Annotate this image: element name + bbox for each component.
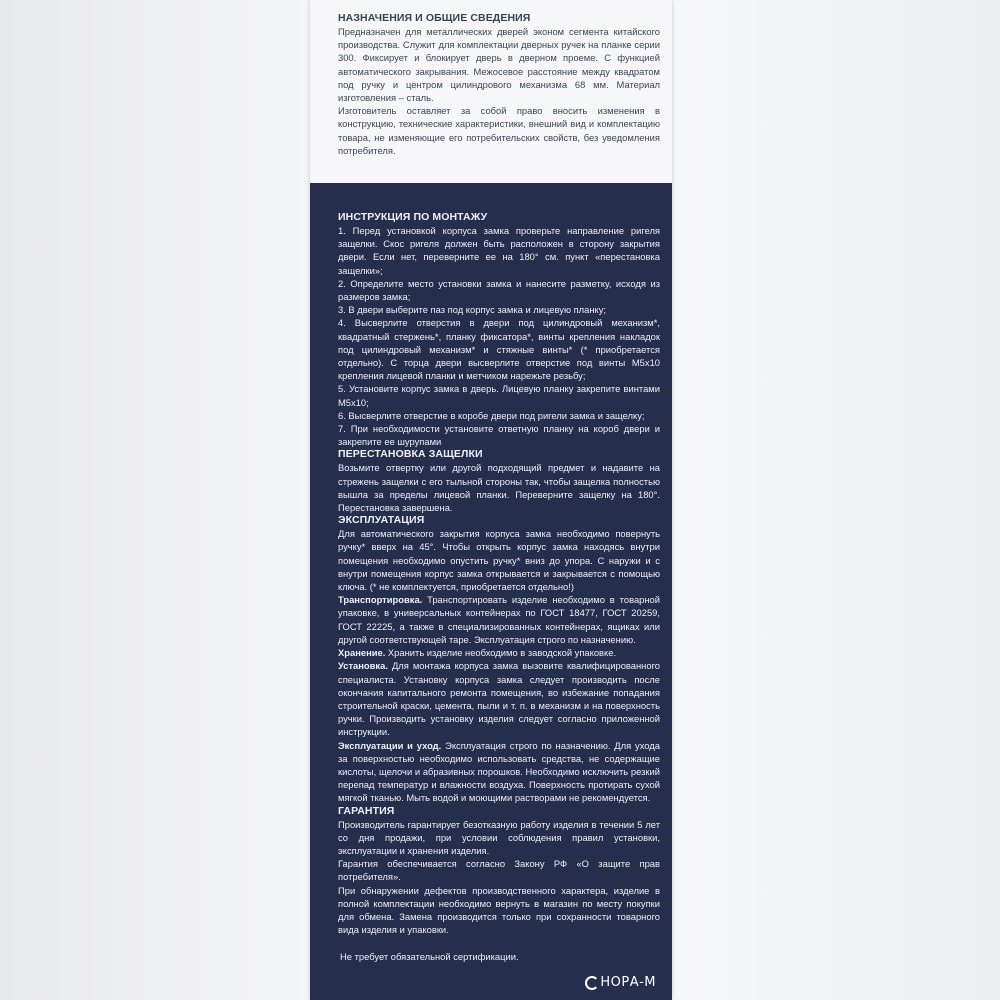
install-label: Установка. bbox=[338, 660, 388, 672]
storage-paragraph bbox=[338, 646, 660, 659]
installation-step: 7. При необходимости установите ответную планку на короб двери и закрепите ее шурупами bbox=[338, 423, 660, 448]
installation-step: 5. Установите корпус замка в дверь. Лицевую планку закрепите винтами М5x10; bbox=[338, 383, 660, 408]
transport-paragraph bbox=[338, 593, 660, 646]
installation-heading: ИНСТРУКЦИЯ ПО МОНТАЖУ bbox=[338, 211, 488, 223]
brand-logo bbox=[585, 975, 656, 990]
install-text: Для монтажа корпуса замка вызовите квалифицированного специалиста. Установку корпуса замка следует производить после окончания капитального ремонта помещения, во избежание попадания строительной краски, цемента, пыли и т. п. в механизм и на поверхность ручки. Производить установку изделия следует согласно приложенной инструкции. bbox=[338, 660, 660, 738]
transport-text: Транспортировать изделие необходимо в товарной упаковке, в универсальных контейнерах по ГОСТ 18477, ГОСТ 20259, ГОСТ 22225, а также в специализированных контейнерах, ящиках или другой соответствующей таре. Эксплуатация строго по назначению. bbox=[338, 594, 660, 645]
installation-step: 6. Высверлите отверстие в коробе двери под ригели замка и защелку; bbox=[338, 409, 645, 421]
care-text: Эксплуатация строго по назначению. Для ухода за поверхностью необходимо использовать средства, не содержащие кислоты, щелочи и абразивных порошков. Необходимо исключить резкий перепад температур и влажности воздуха. Поверхность протирать сухой мягкой тканью. Мыть водой и моющими растворами не рекомендуется. bbox=[338, 739, 660, 804]
latch-text: Возьмите отвертку или другой подходящий предмет и надавите на стрежень защелки с его тыльной стороны так, чтобы защелка полностью вышла за пределы лицевой планки. Переверните защелку на 180°. Перестановка завершена. bbox=[338, 462, 660, 514]
purpose-disclaimer: Изготовитель оставляет за собой право вносить изменения в конструкцию, технические характеристики, внешний вид и комплектацию товара, не изменяющие его потребительских свойств, без уведомления потребителя. bbox=[338, 105, 660, 156]
warranty-law: Гарантия обеспечивается согласно Закону РФ «О защите прав потребителя». bbox=[338, 858, 660, 883]
background-right bbox=[672, 0, 1000, 1000]
warranty-heading: ГАРАНТИЯ bbox=[338, 804, 395, 817]
instruction-leaflet bbox=[310, 0, 672, 1000]
installation-step: 1. Перед установкой корпуса замка проверьте направление ригеля защелки. Скос ригеля должен быть расположен в сторону закрытия двери. Если нет, переверните ее на 180° см. пункт «перестановка защелки»; bbox=[338, 225, 660, 276]
instructions-section bbox=[338, 211, 660, 936]
instructions-panel bbox=[310, 183, 672, 1000]
logo-circle-icon bbox=[585, 976, 599, 990]
purpose-description: Предназначен для металлических дверей эконом сегмента китайского производства. Служит для комплектации дверных ручек на планке серии 300. Фиксирует и блокирует дверь в дверном проеме. С функцией автоматического закрывания. Межосевое расстояние между квадратом под ручку и центром цилиндрового механизма 68 мм. Материал изготовления – сталь. bbox=[338, 26, 660, 104]
operation-text: Для автоматического закрытия корпуса замка необходимо повернуть ручку* вверх на 45°. Чтобы открыть корпус замка находясь внутри помещения необходимо опустить ручку* вниз до упора. С наружи и с внутри помещения корпус замка открывается и закрывается с помощью ключа. (* не комплектуется, приобретается отдельно!) bbox=[338, 528, 660, 593]
warranty-term: Производитель гарантирует безотказную работу изделия в течении 5 лет со дня продажи, при условии соблюдения правил установки, эксплуатации и хранения изделия. bbox=[338, 818, 660, 856]
operation-heading: ЭКСПЛУАТАЦИЯ bbox=[338, 514, 425, 527]
installation-step: 2. Определите место установки замка и нанесите разметку, исходя из размеров замка; bbox=[338, 277, 660, 303]
storage-text: Хранить изделие необходимо в заводской упаковке. bbox=[385, 647, 617, 659]
latch-heading: ПЕРЕСТАНОВКА ЗАЩЕЛКИ bbox=[338, 448, 483, 461]
certification-note: Не требует обязательной сертификации. bbox=[340, 951, 519, 962]
purpose-section bbox=[338, 12, 660, 157]
install-paragraph bbox=[338, 659, 660, 738]
installation-step: 3. В двери выберите паз под корпус замка и лицевую планку; bbox=[338, 304, 607, 316]
purpose-panel bbox=[310, 0, 672, 183]
installation-step: 4. Высверлите отверстия в двери под цилиндровый механизм*, квадратный стержень*, планку фиксатора*, винты крепления накладок под цилиндровый механизм* и стяжные винты* (* приобретается отдельно). С торца двери высверлите отверстие под винты М5x10 крепления лицевой планки и метчиком нарежьте резьбу; bbox=[338, 317, 660, 382]
logo-text: НОРА-М bbox=[600, 975, 656, 990]
care-paragraph bbox=[338, 739, 660, 805]
storage-label: Хранение. bbox=[338, 647, 386, 659]
care-label: Эксплуатации и уход. bbox=[338, 739, 442, 751]
transport-label: Транспортировка. bbox=[338, 594, 423, 606]
purpose-heading: НАЗНАЧЕНИЯ И ОБЩИЕ СВЕДЕНИЯ bbox=[338, 12, 531, 24]
background-left bbox=[0, 0, 310, 1000]
warranty-defects: При обнаружении дефектов производственного характера, изделие в полной комплектации необходимо вернуть в магазин по месту покупки для обмена. Замена производится только при сохранности товарного вида изделия и упаковки. bbox=[338, 884, 660, 936]
